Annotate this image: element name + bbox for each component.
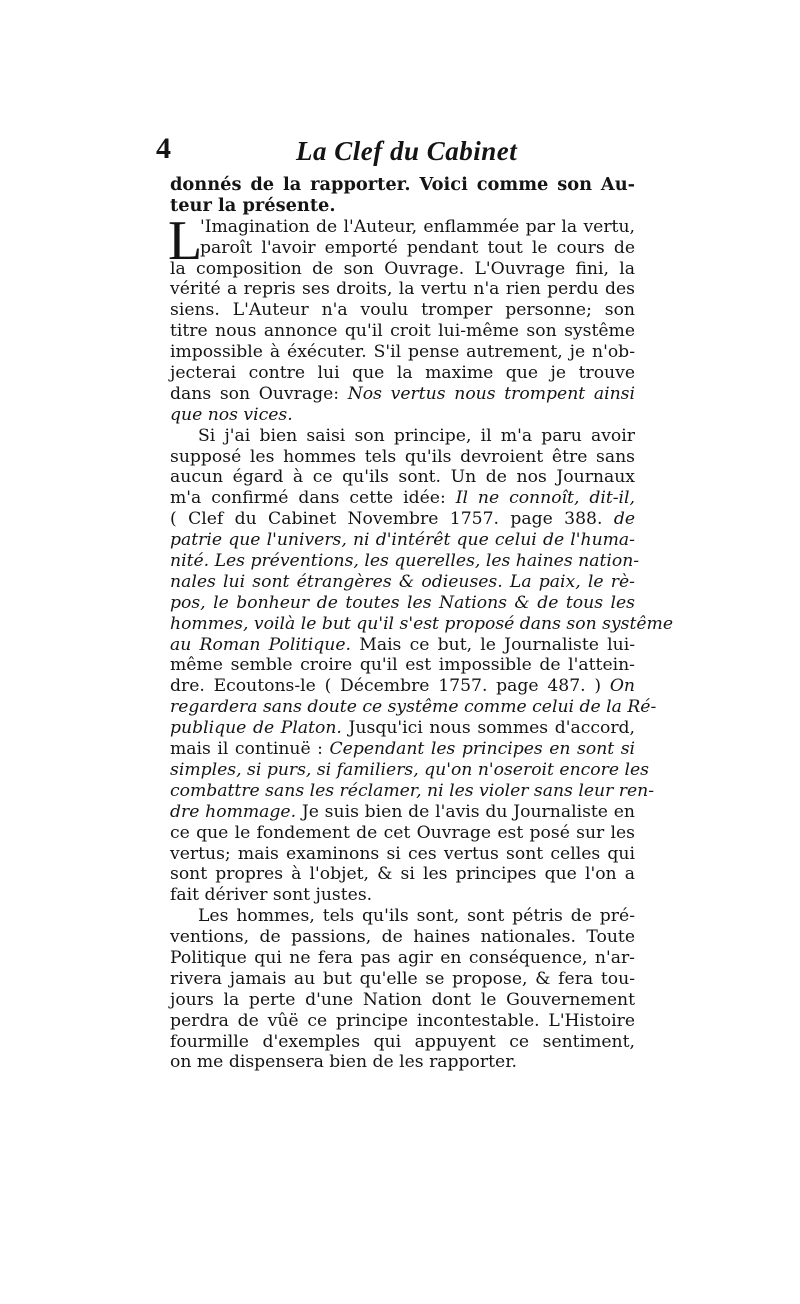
- line-text: paroît l'avoir emporté pendant tout le cours de: [200, 237, 635, 258]
- italic-text: Cependant les principes en sont si: [329, 739, 636, 760]
- italic-text: que nos vices.: [170, 404, 293, 425]
- text-line: [170, 1032, 635, 1053]
- text-line: [170, 405, 635, 426]
- line-text: vérité a repris ses droits, la vertu n'a rien perdu des: [170, 279, 635, 300]
- text-line: [170, 613, 674, 635]
- line-text: aucun égard à ce qu'ils sont. Un de nos Journaux: [170, 467, 635, 488]
- line-text: rivera jamais au but qu'elle se propose, & fera tou-: [170, 968, 635, 989]
- italic-text: simples, si purs, si familiers, qu'on n'oseroit encore les: [170, 759, 649, 780]
- text-line: [170, 1011, 635, 1032]
- text-line: [170, 697, 657, 718]
- line-text: la composition de son Ouvrage. L'Ouvrage fini, la: [170, 258, 635, 279]
- text-line: [170, 279, 635, 300]
- text-line: [170, 906, 635, 927]
- line-text: vertus; mais examinons si ces vertus sont celles qui: [170, 843, 635, 864]
- line-text: ventions, de passions, de haines nationales. Toute: [170, 927, 635, 948]
- text-line: [170, 969, 635, 990]
- text-line: [170, 718, 635, 739]
- text-line: [170, 927, 635, 948]
- text-line: [170, 844, 635, 865]
- text-line: [170, 759, 649, 781]
- text-line: [170, 259, 635, 280]
- text-line: [170, 300, 635, 321]
- italic-text: pos, le bonheur de toutes les Nations & de tous les: [170, 592, 635, 613]
- line-text: perdra de vûë ce principe incontestable. L'Histoire: [170, 1010, 635, 1031]
- italic-text: combattre sans les réclamer, ni les violer sans leur ren-: [170, 780, 655, 801]
- italic-text: Il ne connoît, dit-il,: [455, 488, 636, 509]
- italic-text: de: [613, 509, 635, 530]
- line-text: Politique qui ne fera pas agir en conséquence, n'ar-: [170, 947, 635, 968]
- text-line: [170, 551, 640, 572]
- text-line: [170, 739, 635, 760]
- line-text: dre. Ecoutons-le ( Décembre 1757. page 487. ): [170, 676, 602, 697]
- line-text: Je suis bien de l'avis du Journaliste en: [301, 801, 635, 822]
- italic-text: Nos vertus nous trompent ainsi: [347, 383, 635, 404]
- line-text: sont propres à l'objet, & si les principes que l'on a: [170, 864, 635, 885]
- text-line: [170, 509, 635, 530]
- text-line: [170, 802, 635, 823]
- line-text: teur la présente.: [170, 194, 336, 216]
- italic-text: On: [609, 676, 635, 697]
- text-line: [170, 572, 635, 593]
- line-text: Jusqu'ici nous sommes d'accord,: [348, 718, 636, 739]
- running-title: La Clef du Cabinet: [296, 136, 518, 166]
- drop-cap: L: [168, 210, 203, 272]
- text-line: [170, 530, 635, 551]
- line-text: mais il continuë :: [170, 739, 323, 760]
- text-line: [170, 447, 635, 468]
- text-line: [170, 384, 635, 405]
- italic-text: regardera sans doute ce systême comme celui de la Ré-: [170, 697, 657, 718]
- text-line: [170, 635, 635, 656]
- text-line: [170, 175, 635, 196]
- text-line: [170, 196, 635, 217]
- line-text: Les hommes, tels qu'ils sont, sont pétris de pré-: [198, 906, 635, 927]
- text-line: [170, 342, 635, 363]
- text-line: [170, 467, 635, 488]
- text-line: [170, 217, 635, 238]
- line-text: impossible à éxécuter. S'il pense autrement, je n'ob-: [170, 342, 635, 363]
- text-line: [170, 1052, 635, 1073]
- text-line: [170, 885, 635, 906]
- line-text: même semble croire qu'il est impossible de l'attein-: [170, 655, 635, 676]
- line-text: fourmille d'exemples qui appuyent ce sentiment,: [170, 1031, 635, 1052]
- line-text: jours la perte d'une Nation dont le Gouvernement: [170, 989, 635, 1010]
- text-line: [170, 655, 635, 676]
- line-text: ( Clef du Cabinet Novembre 1757. page 388.: [170, 509, 603, 530]
- italic-text: patrie que l'univers, ni d'intérêt que celui de l'huma-: [170, 530, 635, 551]
- text-line: [170, 823, 635, 844]
- text-line: [170, 676, 635, 697]
- line-text: Mais ce but, le Journaliste lui-: [359, 634, 635, 655]
- line-text: ce que le fondement de cet Ouvrage est posé sur les: [170, 822, 635, 843]
- line-text: siens. L'Auteur n'a voulu tromper personne; son: [170, 300, 635, 321]
- italic-text: publique de Platon.: [170, 718, 342, 739]
- text-line: [170, 363, 635, 384]
- text-body: [168, 174, 674, 1073]
- text-line: [170, 864, 635, 885]
- text-line: [170, 321, 635, 342]
- italic-text: hommes, voilà le but qu'il s'est proposé dans son systême: [170, 613, 674, 634]
- text-line: [170, 488, 635, 509]
- line-text: supposé les hommes tels qu'ils devroient être sans: [170, 446, 635, 467]
- italic-text: au Roman Politique.: [170, 634, 351, 655]
- italic-text: nales lui sont étrangères & odieuses. La paix, le rè-: [170, 571, 635, 592]
- italic-text: nité. Les préventions, les querelles, les haines nation-: [170, 551, 640, 572]
- text-line: [170, 593, 635, 614]
- line-text: titre nous annonce qu'il croit lui-même son systême: [170, 321, 635, 342]
- text-line: [170, 948, 635, 969]
- line-text: 'Imagination de l'Auteur, enflammée par la vertu,: [200, 216, 635, 237]
- italic-text: dre hommage.: [170, 801, 297, 822]
- line-text: on me dispensera bien de les rapporter.: [170, 1052, 517, 1073]
- text-line: [170, 238, 635, 259]
- text-line: [170, 780, 655, 802]
- text-line: [170, 990, 635, 1011]
- text-line: [170, 426, 635, 447]
- line-text: Si j'ai bien saisi son principe, il m'a paru avoir: [198, 425, 635, 446]
- line-text: dans son Ouvrage:: [170, 383, 340, 404]
- line-text: fait dériver sont justes.: [170, 885, 373, 906]
- page-number: 4: [156, 132, 171, 165]
- line-text: jecterai contre lui que la maxime que je trouve: [170, 363, 635, 384]
- line-text: donnés de la rapporter. Voici comme son Au-: [170, 174, 635, 195]
- line-text: m'a confirmé dans cette idée:: [170, 488, 446, 509]
